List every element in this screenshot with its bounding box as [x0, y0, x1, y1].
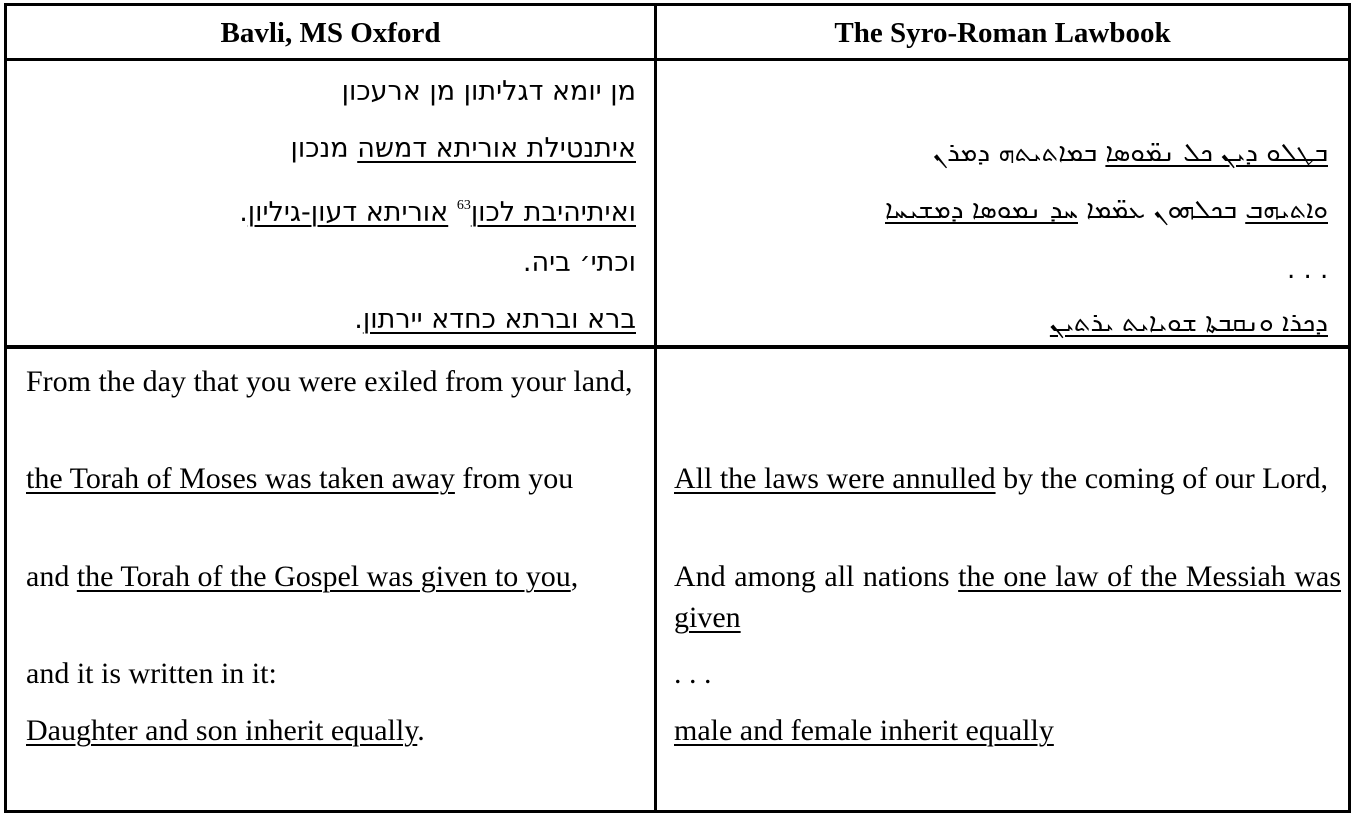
english-right-line-3 — [674, 653, 1341, 694]
english-left-line-3 — [26, 556, 642, 597]
comparison-table — [4, 3, 1351, 813]
english-right-line-2 — [674, 556, 1341, 638]
hebrew-line-4-text: וכתי׳ ביה. — [522, 247, 636, 278]
english-right-line-4-underlined: male and female inherit equally — [674, 714, 1054, 747]
syriac-line-4 — [1050, 306, 1328, 340]
footnote-marker: 63 — [456, 198, 471, 213]
english-left-line-5 — [26, 710, 642, 751]
english-left-line-5-end: . — [417, 714, 425, 747]
english-left-line-2-rest: from you — [454, 462, 574, 495]
syriac-line-1-rest: ܒܡܐܬܝܬܗ ܕܡܪܢ — [932, 138, 1106, 168]
english-right-line-1 — [674, 458, 1341, 499]
hebrew-line-1 — [342, 75, 636, 109]
hebrew-line-2 — [290, 132, 636, 166]
syriac-line-1-underlined: ܒܛܠܘ ܕܝܢ ܟܠ ܢܡ̈ܘܣܐ — [1105, 138, 1328, 168]
english-left-line-4-text: and it is written in it: — [26, 657, 277, 690]
english-left-line-2-underlined: the Torah of Moses was taken away — [26, 462, 455, 495]
hebrew-line-3-underlined-1: ואיתיהיבת לכון — [470, 197, 636, 228]
english-left-line-3-underlined: the Torah of the Gospel was given to you — [76, 560, 571, 593]
syriac-line-4-underlined: ܕܟܪܐ ܘܢܩܒܬܐ ܫܘܝܐܝܬ ܝܪܬܝܢ — [1049, 308, 1328, 338]
hebrew-line-2-underlined: איתנטילת אוריתא דמשה — [357, 133, 636, 164]
header-divider — [7, 58, 1348, 61]
syriac-ellipsis-text: . . . — [1287, 255, 1329, 285]
syriac-line-2 — [885, 193, 1328, 227]
hebrew-line-5-underlined: ברא וברתא כחדא יירתון — [362, 304, 636, 335]
english-left-line-1-text: From the day that you were exiled from your land, — [26, 365, 633, 398]
english-left-line-4 — [26, 653, 642, 694]
hebrew-line-5-end: . — [354, 304, 363, 335]
hebrew-line-4 — [523, 246, 636, 280]
column-divider — [654, 6, 657, 810]
english-right-line-2-pre: And among all nations — [674, 560, 959, 593]
row-divider — [7, 345, 1348, 349]
header-bavli: Bavli, MS Oxford — [220, 17, 441, 49]
hebrew-line-3 — [239, 189, 636, 230]
hebrew-line-2-rest: מנכון — [290, 133, 358, 164]
english-left-line-1 — [26, 361, 642, 402]
header-syro-roman: The Syro-Roman Lawbook — [834, 17, 1171, 49]
english-left-line-3-pre: and — [26, 560, 77, 593]
english-left-line-5-underlined: Daughter and son inherit equally — [26, 714, 418, 747]
hebrew-line-3-underlined-2: אוריתא דעון-גיליון — [247, 197, 449, 228]
syriac-line-2-underlined-2: ܚܕ ܢܡܘܣܐ ܕܡܫܝܚܐ — [885, 195, 1078, 225]
english-left-line-2 — [26, 458, 642, 499]
english-right-line-1-rest: by the coming of our Lord, — [995, 462, 1328, 495]
english-right-line-1-underlined: All the laws were annulled — [674, 462, 996, 495]
english-right-ellipsis: . . . — [674, 657, 712, 690]
english-right-line-4 — [674, 710, 1341, 751]
syriac-ellipsis — [1287, 253, 1328, 287]
syriac-line-2-underlined-1: ܘܐܬܝܗܒ — [1245, 195, 1328, 225]
syriac-line-2-middle: ܒܟܠܗܘܢ ܥܡ̈ܡܐ — [1077, 195, 1246, 225]
hebrew-line-1-text: מן יומא דגליתון מן ארעכון — [341, 76, 636, 107]
english-left-line-3-end: , — [570, 560, 579, 593]
hebrew-line-3-end: . — [239, 197, 248, 228]
hebrew-line-5 — [354, 303, 636, 337]
english-right-line-2-underlined: the one law of the Messiah was given — [674, 560, 1341, 634]
syriac-line-1 — [933, 136, 1328, 170]
